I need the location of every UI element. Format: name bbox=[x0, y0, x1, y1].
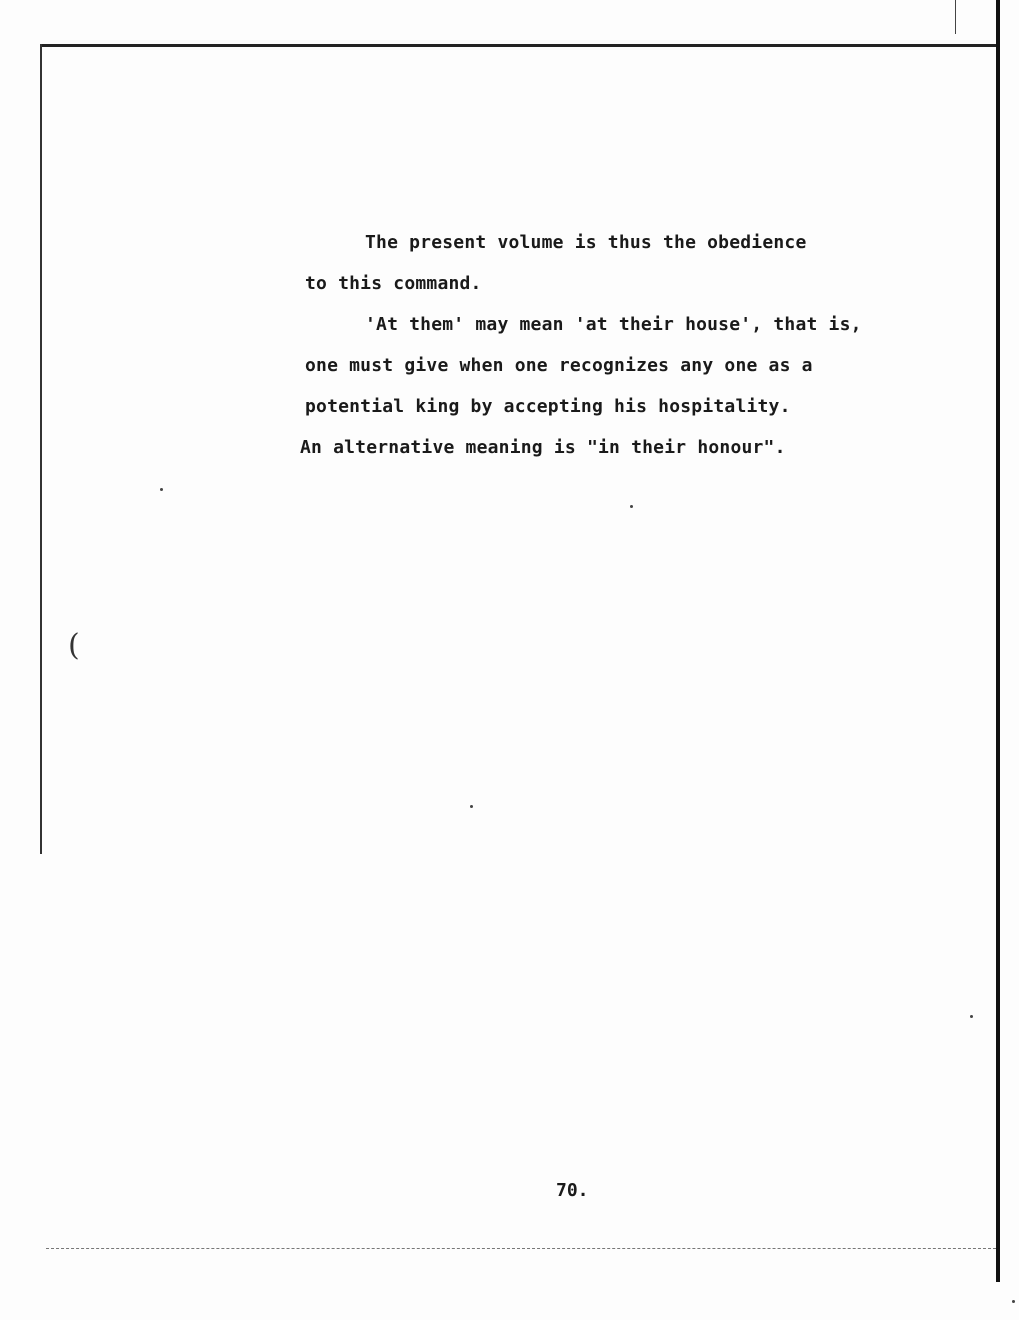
scan-speck bbox=[630, 505, 633, 508]
page-edge-mark bbox=[955, 0, 956, 34]
page-edge-right bbox=[996, 0, 1000, 1282]
text-line: to this command. bbox=[305, 273, 482, 294]
text-line: An alternative meaning is "in their honour". bbox=[300, 437, 786, 458]
scan-speck bbox=[970, 1015, 973, 1018]
scan-speck bbox=[160, 488, 163, 491]
body-text bbox=[300, 222, 925, 468]
scan-speck bbox=[1012, 1300, 1015, 1303]
scan-speck bbox=[470, 805, 473, 808]
page-edge-left bbox=[40, 44, 42, 854]
margin-mark: ( bbox=[68, 628, 80, 663]
text-line: The present volume is thus the obedience bbox=[365, 232, 807, 253]
text-line: 'At them' may mean 'at their house', that is, bbox=[365, 314, 862, 335]
page-number: 70. bbox=[556, 1180, 589, 1201]
page-edge-bottom bbox=[46, 1248, 996, 1249]
text-line: potential king by accepting his hospitality. bbox=[305, 396, 791, 417]
page-edge-top bbox=[40, 44, 998, 47]
text-line: one must give when one recognizes any one as a bbox=[305, 355, 813, 376]
